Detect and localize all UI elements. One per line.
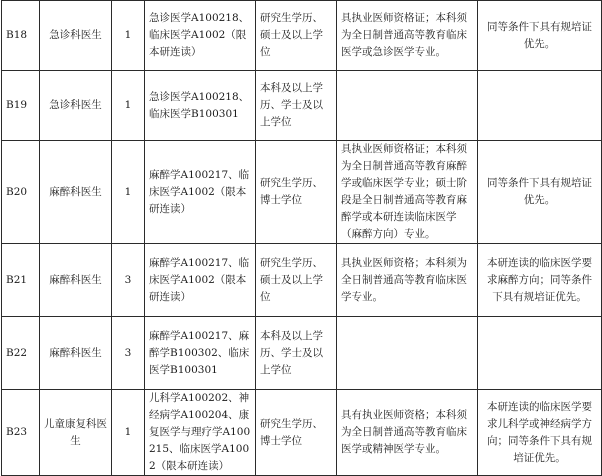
other-requirement: 具有执业医师资格；本科须为全日制普通高等教育临床医学或精神医学专业。 [337, 390, 478, 476]
table-row [2, 141, 602, 244]
major-requirement: 麻醉学A100217、临床医学A1002（限本研连读） [145, 141, 256, 244]
education-requirement: 本科及以上学历、学士及以上学位 [256, 71, 337, 141]
position-name: 麻醉科医生 [40, 317, 112, 390]
table-row [2, 317, 602, 390]
other-requirement [337, 317, 478, 390]
remark: 同等条件下具有规培证优先。 [478, 141, 602, 244]
education-requirement: 研究生学历、博士学位 [256, 390, 337, 476]
education-requirement: 研究生学历、硕士及以上学位 [256, 1, 337, 71]
other-requirement [337, 71, 478, 141]
education-requirement: 研究生学历、博士学位 [256, 141, 337, 244]
hire-count: 3 [112, 317, 145, 390]
education-requirement: 研究生学历、硕士及以上学位 [256, 244, 337, 317]
position-code: B21 [2, 244, 40, 317]
remark [478, 71, 602, 141]
recruitment-table [1, 0, 602, 476]
position-name: 麻醉科医生 [40, 141, 112, 244]
position-name: 儿童康复科医生 [40, 390, 112, 476]
table-row [2, 1, 602, 71]
hire-count: 3 [112, 244, 145, 317]
remark: 本研连读的临床医学要求麻醉方向；同等条件下具有规培证优先。 [478, 244, 602, 317]
position-code: B19 [2, 71, 40, 141]
remark: 本研连读的临床医学要求儿科学或神经病学方向；同等条件下具有规培证优先。 [478, 390, 602, 476]
position-code: B22 [2, 317, 40, 390]
remark [478, 317, 602, 390]
major-requirement: 急诊医学A100218、临床医学B100301 [145, 71, 256, 141]
table-row [2, 71, 602, 141]
hire-count: 1 [112, 141, 145, 244]
other-requirement: 具执业医师资格；本科须为全日制普通高等教育临床医学专业。 [337, 244, 478, 317]
hire-count: 1 [112, 1, 145, 71]
major-requirement: 儿科学A100202、神经病学A100204、康复医学与理疗学A100215、临床医学A1002（限本研连读） [145, 390, 256, 476]
position-code: B23 [2, 390, 40, 476]
position-name: 急诊科医生 [40, 71, 112, 141]
position-name: 急诊科医生 [40, 1, 112, 71]
major-requirement: 急诊医学A100218、临床医学A1002（限本研连读） [145, 1, 256, 71]
other-requirement: 具执业医师资格证；本科须为全日制普通高等教育临床医学或急诊医学专业。 [337, 1, 478, 71]
hire-count: 1 [112, 390, 145, 476]
position-code: B18 [2, 1, 40, 71]
table-row [2, 244, 602, 317]
position-code: B20 [2, 141, 40, 244]
major-requirement: 麻醉学A100217、麻醉学B100302、临床医学B100301 [145, 317, 256, 390]
remark: 同等条件下具有规培证优先。 [478, 1, 602, 71]
position-name: 麻醉科医生 [40, 244, 112, 317]
table-row [2, 390, 602, 476]
hire-count: 1 [112, 71, 145, 141]
major-requirement: 麻醉学A100217、临床医学A1002（限本研连读） [145, 244, 256, 317]
education-requirement: 本科及以上学历、学士及以上学位 [256, 317, 337, 390]
other-requirement: 具执业医师资格证；本科须为全日制普通高等教育麻醉学或临床医学专业；硕士阶段是全日制普通高等教育麻醉学或本研连读临床医学（麻醉方向）专业。 [337, 141, 478, 244]
